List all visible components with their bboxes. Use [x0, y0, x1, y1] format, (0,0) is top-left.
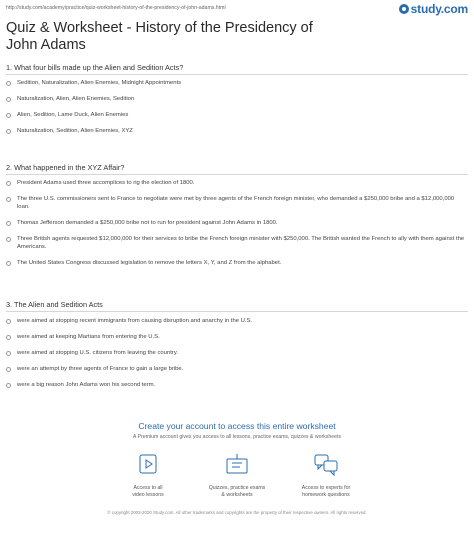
- video-icon: [134, 450, 162, 478]
- question-2-option-2[interactable]: The three U.S. commissioners sent to France to negotiate were met by three agents of the French foreign minister, who demanded a $250,000 bribe and a $12,000,000 loan.: [6, 196, 466, 211]
- radio-icon[interactable]: [6, 237, 11, 242]
- radio-icon[interactable]: [6, 197, 11, 202]
- study-logo[interactable]: [399, 2, 468, 16]
- radio-icon[interactable]: [6, 97, 11, 102]
- copyright-notice: © copyright 2003-2020 Study.com. All other trademarks and copyrights are the property of their respective owners. All rights reserved.: [107, 510, 367, 515]
- page-title: Quiz & Worksheet - History of the Presidency of John Adams: [6, 20, 313, 53]
- question-2-heading: 2. What happened in the XYZ Affair?: [6, 163, 125, 172]
- quiz-icon: [223, 450, 251, 478]
- feature-label: homework questions: [302, 491, 350, 498]
- radio-icon[interactable]: [6, 351, 11, 356]
- question-3-option-5[interactable]: were a big reason John Adams won his second term.: [6, 382, 466, 390]
- question-1-option-1[interactable]: Sedition, Naturalization, Alien Enemies, Midnight Appointments: [6, 80, 466, 88]
- question-2-option-1[interactable]: President Adams used three accomplices to rig the election of 1800.: [6, 180, 466, 188]
- question-1-option-3[interactable]: Alien, Sedition, Lame Duck, Alien Enemies: [6, 112, 466, 120]
- question-1-option-2[interactable]: Naturalization, Alien, Alien Enemies, Sedition: [6, 96, 466, 104]
- feature-label: Access to experts for: [301, 485, 351, 491]
- radio-icon[interactable]: [6, 113, 11, 118]
- radio-icon[interactable]: [6, 383, 11, 388]
- study-logo-icon: [399, 4, 409, 14]
- radio-icon[interactable]: [6, 335, 11, 340]
- radio-icon[interactable]: [6, 129, 11, 134]
- feature-label: video lessons: [132, 491, 164, 498]
- radio-icon[interactable]: [6, 261, 11, 266]
- radio-icon[interactable]: [6, 367, 11, 372]
- divider: [6, 311, 468, 312]
- question-3-option-1[interactable]: were aimed at stopping recent immigrants from causing disruption and anarchy in the U.S.: [6, 318, 466, 326]
- study-logo-text: study.com: [410, 2, 468, 16]
- feature-label: Access to all: [133, 485, 163, 491]
- radio-icon[interactable]: [6, 319, 11, 324]
- question-3-heading: 3. The Alien and Sedition Acts: [6, 300, 103, 309]
- feature-label: Quizzes, practice exams: [208, 485, 266, 491]
- page-url: http://study.com/academy/practice/quiz-worksheet-history-of-the-presidency-of-john-adams.html: [6, 5, 226, 11]
- promo-title[interactable]: Create your account to access this entire worksheet: [138, 421, 336, 431]
- divider: [6, 74, 468, 75]
- radio-icon[interactable]: [6, 81, 11, 86]
- promo-subtitle: A Premium account gives you access to all lessons, practice exams, quizzes & worksheets: [132, 434, 342, 440]
- feature-label: & worksheets: [221, 491, 253, 498]
- page-header: [6, 3, 468, 19]
- question-2-option-5[interactable]: The United States Congress discussed legislation to remove the letters X, Y, and Z from the alphabet.: [6, 260, 466, 268]
- question-3-option-4[interactable]: were an attempt by three agents of France to gain a large bribe.: [6, 366, 466, 374]
- feature-experts: [266, 450, 386, 498]
- divider: [6, 174, 468, 175]
- question-3-option-3[interactable]: were aimed at stopping U.S. citizens from leaving the country.: [6, 350, 466, 358]
- question-2-option-3[interactable]: Thomas Jefferson demanded a $250,000 bribe not to run for president against John Adams in 1800.: [6, 220, 466, 228]
- question-2-option-4[interactable]: Three British agents requested $12,000,000 for their services to bribe the French foreign minister with $250,000. The British wanted the French to ally with them against the Americans.: [6, 236, 466, 251]
- radio-icon[interactable]: [6, 181, 11, 186]
- question-1-heading: 1. What four bills made up the Alien and Sedition Acts?: [6, 63, 184, 72]
- question-1-option-4[interactable]: Naturalization, Sedition, Alien Enemies, XYZ: [6, 128, 466, 136]
- question-3-option-2[interactable]: were aimed at keeping Martians from entering the U.S.: [6, 334, 466, 342]
- chat-icon: [312, 450, 340, 478]
- radio-icon[interactable]: [6, 221, 11, 226]
